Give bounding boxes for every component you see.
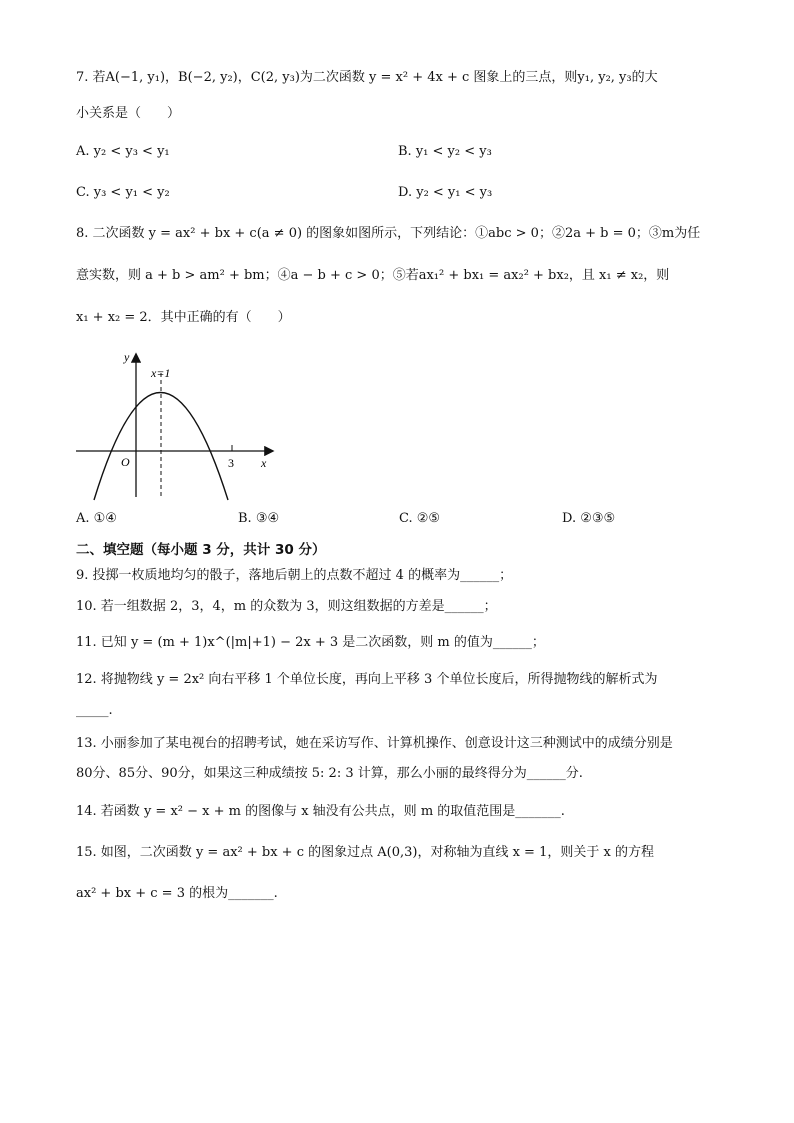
q7-option-c: C. y₃ < y₁ < y₂ xyxy=(76,185,170,200)
origin-label: O xyxy=(121,455,130,469)
q15-line1: 15. 如图，二次函数 y = ax² + bx + c 的图象过点 A(0,3)，对称轴为直线 x = 1，则关于 x 的方程 xyxy=(76,845,654,860)
q8-option-d: D. ②③⑤ xyxy=(562,511,616,526)
y-axis-label: y xyxy=(124,350,130,364)
q14: 14. 若函数 y = x² − x + m 的图像与 x 轴没有公共点，则 m 的取值范围是_______. xyxy=(76,804,565,819)
q8-line1: 8. 二次函数 y = ax² + bx + c(a ≠ 0) 的图象如图所示，下列结论：①abc > 0；②2a + b = 0；③m为任 xyxy=(76,226,701,241)
q8-option-a: A. ①④ xyxy=(76,511,117,526)
q8-line2: 意实数，则 a + b > am² + bm；④a − b + c > 0；⑤若ax₁² + bx₁ = ax₂² + bx₂，且 x₁ ≠ x₂，则 xyxy=(76,268,670,283)
q10: 10. 若一组数据 2，3，4，m 的众数为 3，则这组数据的方差是______； xyxy=(76,599,497,614)
q7-option-a: A. y₂ < y₃ < y₁ xyxy=(76,144,170,159)
q12-line2: _____. xyxy=(76,703,113,718)
q8-option-c: C. ②⑤ xyxy=(399,511,441,526)
q13-line1: 13. 小丽参加了某电视台的招聘考试，她在采访写作、计算机操作、创意设计这三种测试中的成绩分别是 xyxy=(76,736,673,751)
q11: 11. 已知 y = (m + 1)x^(|m|+1) − 2x + 3 是二次函数，则 m 的值为______； xyxy=(76,635,545,650)
q9: 9. 投掷一枚质地均匀的骰子，落地后朝上的点数不超过 4 的概率为______； xyxy=(76,568,513,583)
q7-option-d: D. y₂ < y₁ < y₃ xyxy=(398,185,493,200)
q15-line2: ax² + bx + c = 3 的根为_______. xyxy=(76,886,278,901)
parabola-graph xyxy=(72,345,282,505)
q8-line3: x₁ + x₂ = 2．其中正确的有（ ） xyxy=(76,310,291,325)
q13-line2: 80分、85分、90分，如果这三种成绩按 5: 2: 3 计算，那么小丽的最终得分为______分. xyxy=(76,766,583,781)
q12-line1: 12. 将抛物线 y = 2x² 向右平移 1 个单位长度，再向上平移 3 个单位长度后，所得抛物线的解析式为 xyxy=(76,672,658,687)
q8-option-b: B. ③④ xyxy=(238,511,280,526)
symmetry-axis-label: x=1 xyxy=(151,366,171,380)
x-axis-label: x xyxy=(261,456,267,470)
q7-line1: 7. 若A(−1, y₁)，B(−2, y₂)，C(2, y₃)为二次函数 y = x² + 4x + c 图象上的三点，则y₁, y₂, y₃的大 xyxy=(76,70,658,85)
q7-option-b: B. y₁ < y₂ < y₃ xyxy=(398,144,492,159)
q7-line2: 小关系是（ ） xyxy=(76,106,181,121)
tick-label-3: 3 xyxy=(228,456,234,470)
section-heading: 二、填空题（每小题 3 分，共计 30 分） xyxy=(76,542,326,558)
